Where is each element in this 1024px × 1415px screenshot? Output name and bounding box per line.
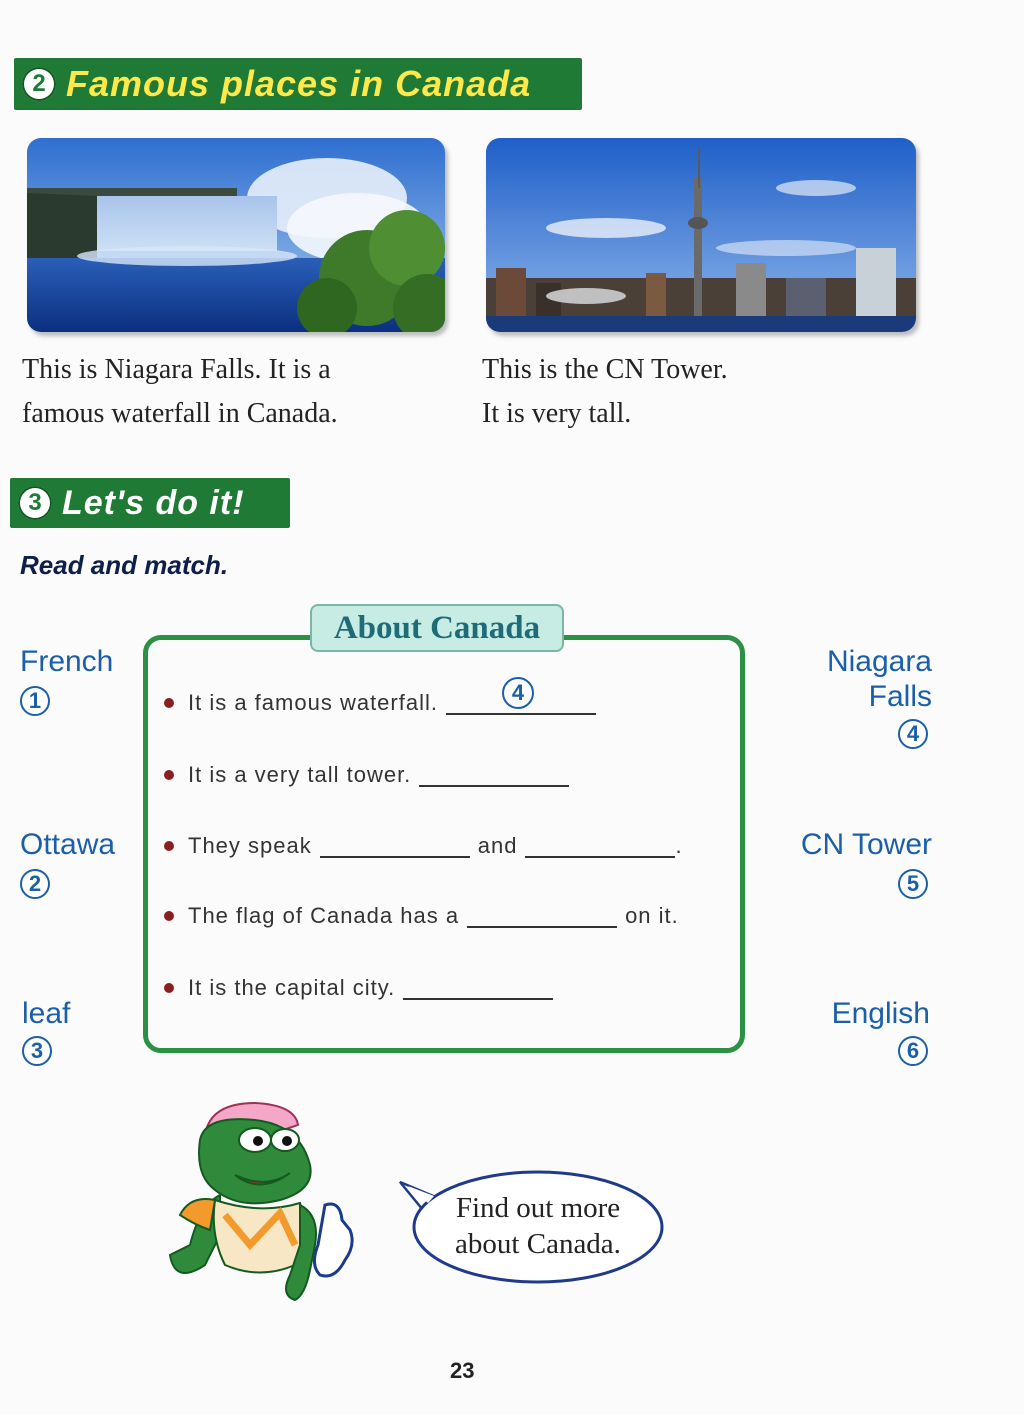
caption-line: It is very tall.	[482, 398, 632, 429]
page-number: 23	[450, 1358, 475, 1383]
sentence-waterfall	[164, 680, 604, 716]
cn-tower-photo	[486, 138, 916, 332]
caption-line: This is Niagara Falls. It is a	[22, 354, 331, 385]
caption-line: famous waterfall in Canada.	[22, 398, 338, 429]
sentence-text: It is the capital city.	[188, 975, 396, 1000]
section-3-header	[10, 478, 290, 528]
answer-blank[interactable]	[403, 976, 553, 1000]
word-niagara: Niagara	[826, 645, 932, 678]
bullet-dot	[164, 698, 174, 708]
caption-line: This is the CN Tower.	[482, 354, 728, 385]
answer-blank[interactable]	[446, 680, 596, 715]
number-5-circle: 5	[898, 869, 928, 899]
word-leaf: leaf	[22, 997, 71, 1030]
answer-blank[interactable]	[419, 763, 569, 787]
sentence-flag	[164, 903, 679, 929]
section-title: Famous places in Canada	[66, 63, 532, 104]
answer-blank[interactable]	[320, 834, 470, 858]
sentence-text: and	[477, 833, 518, 858]
number-2-circle: 2	[20, 869, 50, 899]
bullet-dot	[164, 841, 174, 851]
sentence-text: It is a very tall tower.	[188, 762, 412, 787]
bullet-dot	[164, 983, 174, 993]
sentence-text: on it.	[625, 903, 679, 928]
niagara-falls-photo	[27, 138, 445, 332]
word-cn-tower: CN Tower	[800, 828, 932, 861]
turtle-mascot-illustration	[160, 1095, 360, 1305]
bullet-dot	[164, 770, 174, 780]
number-1-circle: 1	[20, 686, 50, 716]
word-english: English	[831, 997, 930, 1030]
number-4-circle: 4	[898, 719, 928, 749]
niagara-caption	[22, 348, 338, 436]
answer-4-circle: 4	[502, 677, 534, 709]
number-3-circle: 3	[22, 1036, 52, 1066]
sentence-text: .	[675, 833, 683, 858]
word-french: French	[20, 645, 114, 678]
bubble-line: about Canada.	[455, 1228, 621, 1260]
sentence-text: The flag of Canada has a	[188, 903, 460, 928]
sentence-tower	[164, 762, 577, 788]
speech-bubble	[398, 1168, 664, 1286]
sentence-text: It is a famous waterfall.	[188, 690, 438, 715]
sentence-text: They speak	[188, 833, 312, 858]
number-6-circle: 6	[898, 1036, 928, 1066]
about-canada-title: About Canada	[310, 604, 564, 652]
sentence-languages	[164, 833, 683, 859]
instruction: Read and match.	[20, 550, 229, 580]
sentence-capital	[164, 975, 561, 1001]
bubble-line: Find out more	[455, 1192, 621, 1224]
answer-blank[interactable]	[467, 904, 617, 928]
word-ottawa: Ottawa	[20, 828, 116, 861]
word-falls: Falls	[868, 680, 932, 713]
bullet-dot	[164, 911, 174, 921]
section-number: 2	[22, 67, 56, 101]
section-title: Let's do it!	[62, 483, 245, 522]
section-2-header	[14, 58, 582, 110]
section-number: 3	[18, 486, 52, 520]
cn-tower-caption	[482, 348, 728, 436]
answer-blank[interactable]	[525, 834, 675, 858]
